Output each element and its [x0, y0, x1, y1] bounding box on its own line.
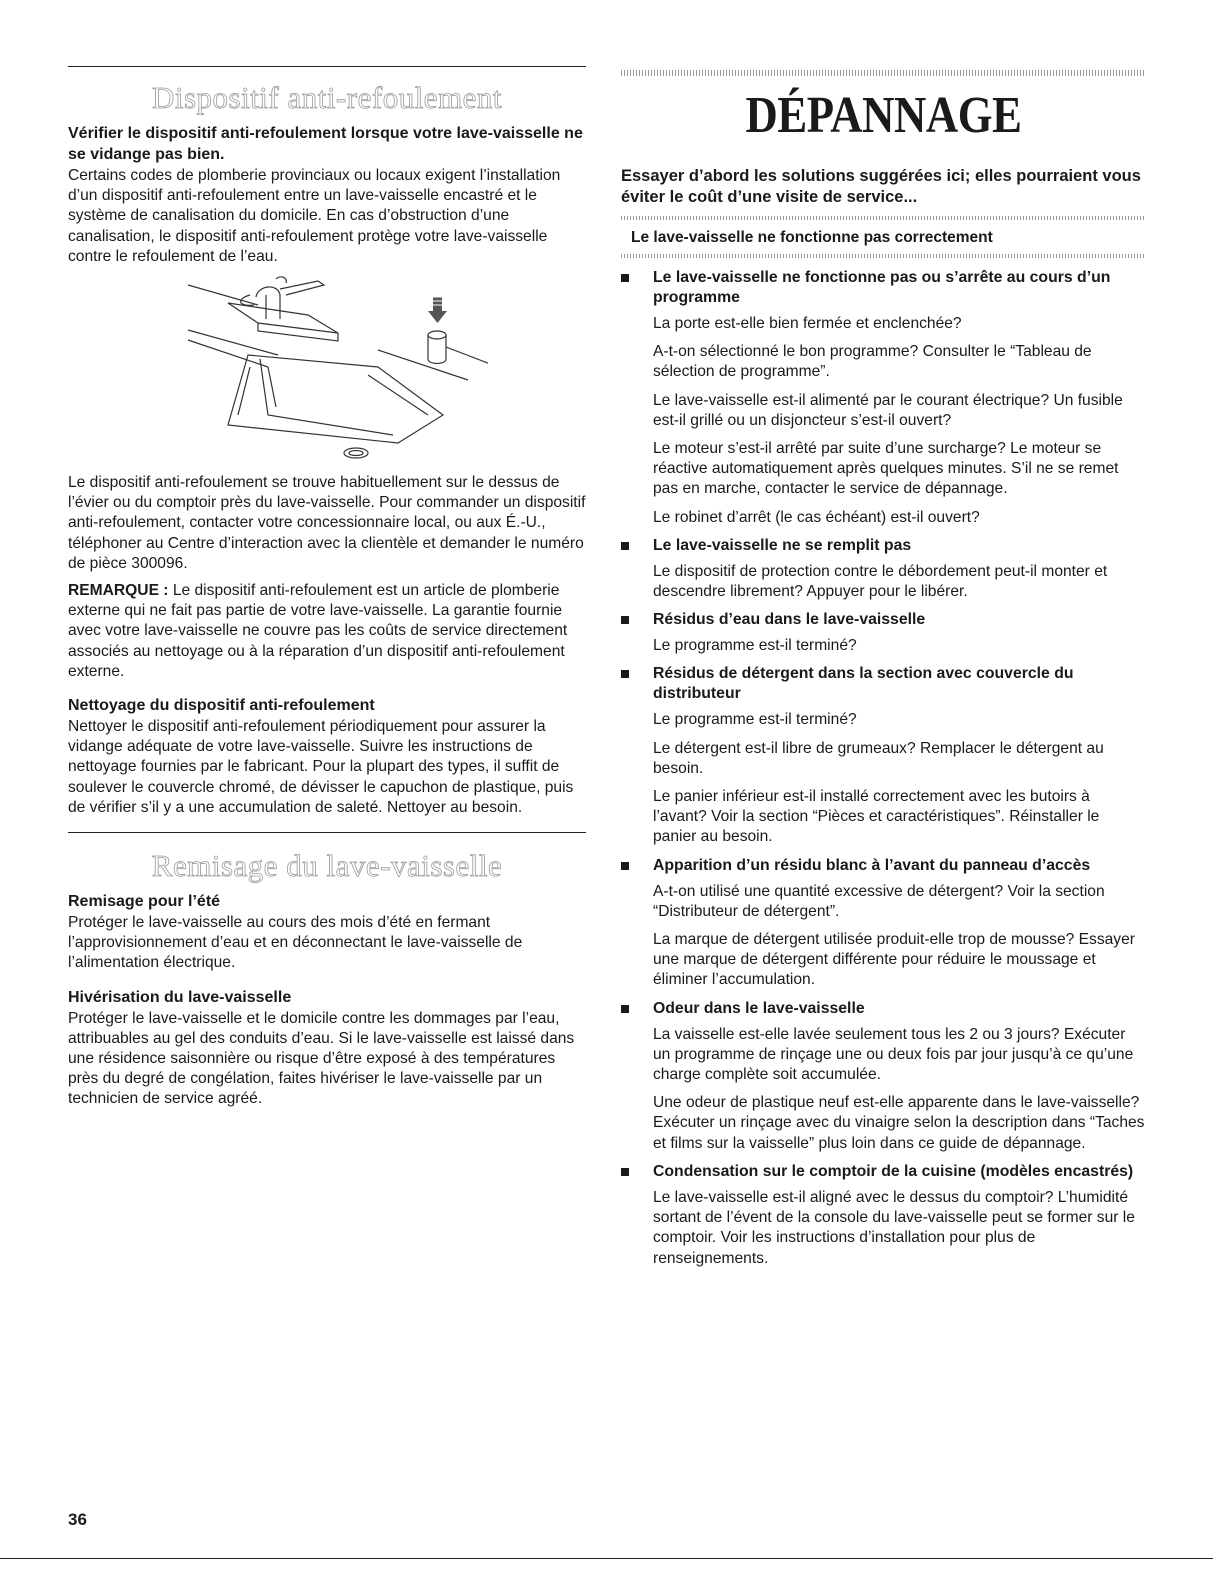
summer-storage-heading: Remisage pour l’été: [68, 893, 221, 911]
backflow-intro: Vérifier le dispositif anti-refoulement lorsque votre lave-vaisselle ne se vidange pas bien.: [68, 125, 583, 163]
item-title: Condensation sur le comptoir de la cuisine (modèles encastrés): [653, 1162, 1134, 1180]
item-title: Le lave-vaisselle ne se remplit pas: [653, 536, 912, 554]
item-title: Odeur dans le lave-vaisselle: [653, 999, 865, 1017]
troubleshooting-item: [621, 856, 1146, 991]
item-paragraph: La porte est-elle bien fermée et enclenchée?: [653, 315, 962, 332]
hatched-divider: [621, 70, 1146, 76]
troubleshooting-item: [621, 1162, 1146, 1269]
item-paragraph: Le robinet d’arrêt (le cas échéant) est-il ouvert?: [653, 508, 980, 526]
section-rule: [68, 832, 586, 833]
backflow-paragraph-1: Certains codes de plomberie provinciaux ou locaux exigent l’installation d’un dispositif anti-refoulement entre un lave-vaisselle encastré et le système de canalisation du domicile. En cas d’obstruction d’une canalisation, le dispositif anti-refoulement protège votre lave-vaisselle contre le refoulement de l’eau.: [68, 167, 561, 265]
bullet-square-icon: [621, 862, 629, 870]
bullet-square-icon: [621, 1168, 629, 1176]
item-paragraph: Une odeur de plastique neuf est-elle apparente dans le lave-vaisselle? Exécuter un rinçage avec du vinaigre selon la description dans “Taches et films sur la vaisselle” plus loin dans ce guide de dépannage.: [653, 1094, 1145, 1152]
winterizing-text: Protéger le lave-vaisselle et le domicile contre les dommages par l’eau, attribuables au gel des conduits d’eau. Si le lave-vaisselle est laissé dans une résidence saisonnière ou risque d’être exposé à des températures près du degré de congélation, faites hivériser le lave-vaisselle par un technicien de service agréé.: [68, 1009, 575, 1108]
item-paragraph: Le lave-vaisselle est-il aligné avec le dessus du comptoir? L’humidité sortant de l’évent de la console du lave-vaisselle peut se former sur le comptoir. Voir les instructions d’installation pour plus de renseignements.: [653, 1188, 1135, 1267]
item-paragraph: Le lave-vaisselle est-il alimenté par le courant électrique? Un fusible est-il grillé ou un disjoncteur s’est-il ouvert?: [653, 391, 1123, 429]
cleaning-heading: Nettoyage du dispositif anti-refoulement: [68, 697, 375, 715]
section-title-backflow: Dispositif anti-refoulement: [151, 80, 503, 115]
winterizing-heading: Hivérisation du lave-vaisselle: [68, 988, 292, 1006]
item-title: Résidus de détergent dans la section avec couvercle du distributeur: [653, 665, 1074, 703]
item-paragraph: La vaisselle est-elle lavée seulement tous les 2 ou 3 jours? Exécuter un programme de rinçage une ou deux fois par jour jusqu’à ce qu’une charge complète soit accumulée.: [653, 1025, 1134, 1084]
note-label: REMARQUE :: [68, 582, 169, 600]
section-rule: [68, 66, 586, 67]
item-paragraph: Le dispositif de protection contre le débordement peut-il monter et descendre librement? Appuyer pour le libérer.: [653, 562, 1108, 601]
backflow-note: [68, 581, 586, 682]
troubleshooting-title: DÉPANNAGE: [745, 87, 1022, 144]
troubleshooting-item: [621, 999, 1146, 1154]
section-title-storage: Remisage du lave-vaisselle: [151, 848, 503, 884]
troubleshooting-item: [621, 268, 1146, 528]
item-paragraph: A-t-on sélectionné le bon programme? Consulter le “Tableau de sélection de programme”.: [653, 343, 1092, 381]
bullet-square-icon: [621, 542, 629, 550]
item-title: Apparition d’un résidu blanc à l’avant du panneau d’accès: [653, 856, 1091, 874]
item-paragraph: Le détergent est-il libre de grumeaux? Remplacer le détergent au besoin.: [653, 739, 1104, 777]
page-number: 36: [68, 1510, 87, 1529]
bullet-square-icon: [621, 274, 629, 282]
item-paragraph: Le moteur s’est-il arrêté par suite d’une surcharge? Le moteur se réactive automatiquement après quelques minutes. S’il ne se remet pas en marche, contacter le service de dépannage.: [653, 440, 1119, 498]
item-paragraph: Le programme est-il terminé?: [653, 711, 857, 729]
item-paragraph: La marque de détergent utilisée produit-elle trop de mousse? Essayer une marque de détergent différente pour réduire le moussage et éliminer l’accumulation.: [653, 931, 1135, 989]
hatched-divider: [621, 216, 1146, 220]
troubleshooting-item: [621, 536, 1146, 602]
bullet-square-icon: [621, 670, 629, 678]
troubleshooting-item: [621, 664, 1146, 847]
cleaning-text: Nettoyer le dispositif anti-refoulement périodiquement pour assurer la vidange adéquate de votre lave-vaisselle. Suivre les instructions de nettoyage fournies par le fabricant. Pour la plupart des types, il suffit de soulever le couvercle chromé, de dévisser le capuchon de plastique, puis de vérifier s’il y a une accumulation de saleté. Nettoyer au besoin.: [68, 718, 574, 816]
right-column: [621, 70, 1146, 1277]
backflow-paragraph-2: Le dispositif anti-refoulement se trouve habituellement sur le dessus de l’évier ou du comptoir près du lave-vaisselle. Pour commander un dispositif anti-refoulement, contacter votre concessionnaire local, ou aux É.-U., téléphoner au Centre d’interaction avec la clientèle et demander le numéro de pièce 300096.: [68, 474, 586, 572]
bottom-rule: [0, 1558, 1213, 1559]
left-column: [68, 66, 586, 1110]
item-title: Résidus d’eau dans le lave-vaisselle: [653, 611, 926, 629]
hatched-divider: [621, 254, 1146, 258]
item-paragraph: Le panier inférieur est-il installé correctement avec les butoirs à l’avant? Voir la section “Pièces et caractéristiques”. Réinstaller le panier au besoin.: [653, 788, 1100, 846]
troubleshooting-intro: Essayer d’abord les solutions suggérées ici; elles pourraient vous éviter le coût d’une visite de service...: [621, 167, 1141, 206]
bullet-square-icon: [621, 1005, 629, 1013]
summer-storage-text: Protéger le lave-vaisselle au cours des mois d’été en fermant l’approvisionnement d’eau et en déconnectant le lave-vaisselle de l’alimentation électrique.: [68, 914, 523, 972]
troubleshooting-item: [621, 610, 1146, 656]
bullet-square-icon: [621, 616, 629, 624]
subsection-heading: Le lave-vaisselle ne fonctionne pas correctement: [631, 229, 993, 246]
sink-backflow-illustration: [168, 275, 488, 463]
item-paragraph: A-t-on utilisé une quantité excessive de détergent? Voir la section “Distributeur de détergent”.: [653, 882, 1105, 920]
note-text: Le dispositif anti-refoulement est un article de plomberie externe qui ne fait pas partie de votre lave-vaisselle. La garantie fournie avec votre lave-vaisselle ne couvre pas les coûts de service directement associés au nettoyage ou à la réparation d’un dispositif anti-refoulement externe.: [68, 582, 568, 680]
troubleshooting-list: [621, 268, 1146, 1269]
item-title: Le lave-vaisselle ne fonctionne pas ou s’arrête au cours d’un programme: [653, 269, 1111, 306]
item-paragraph: Le programme est-il terminé?: [653, 637, 857, 655]
